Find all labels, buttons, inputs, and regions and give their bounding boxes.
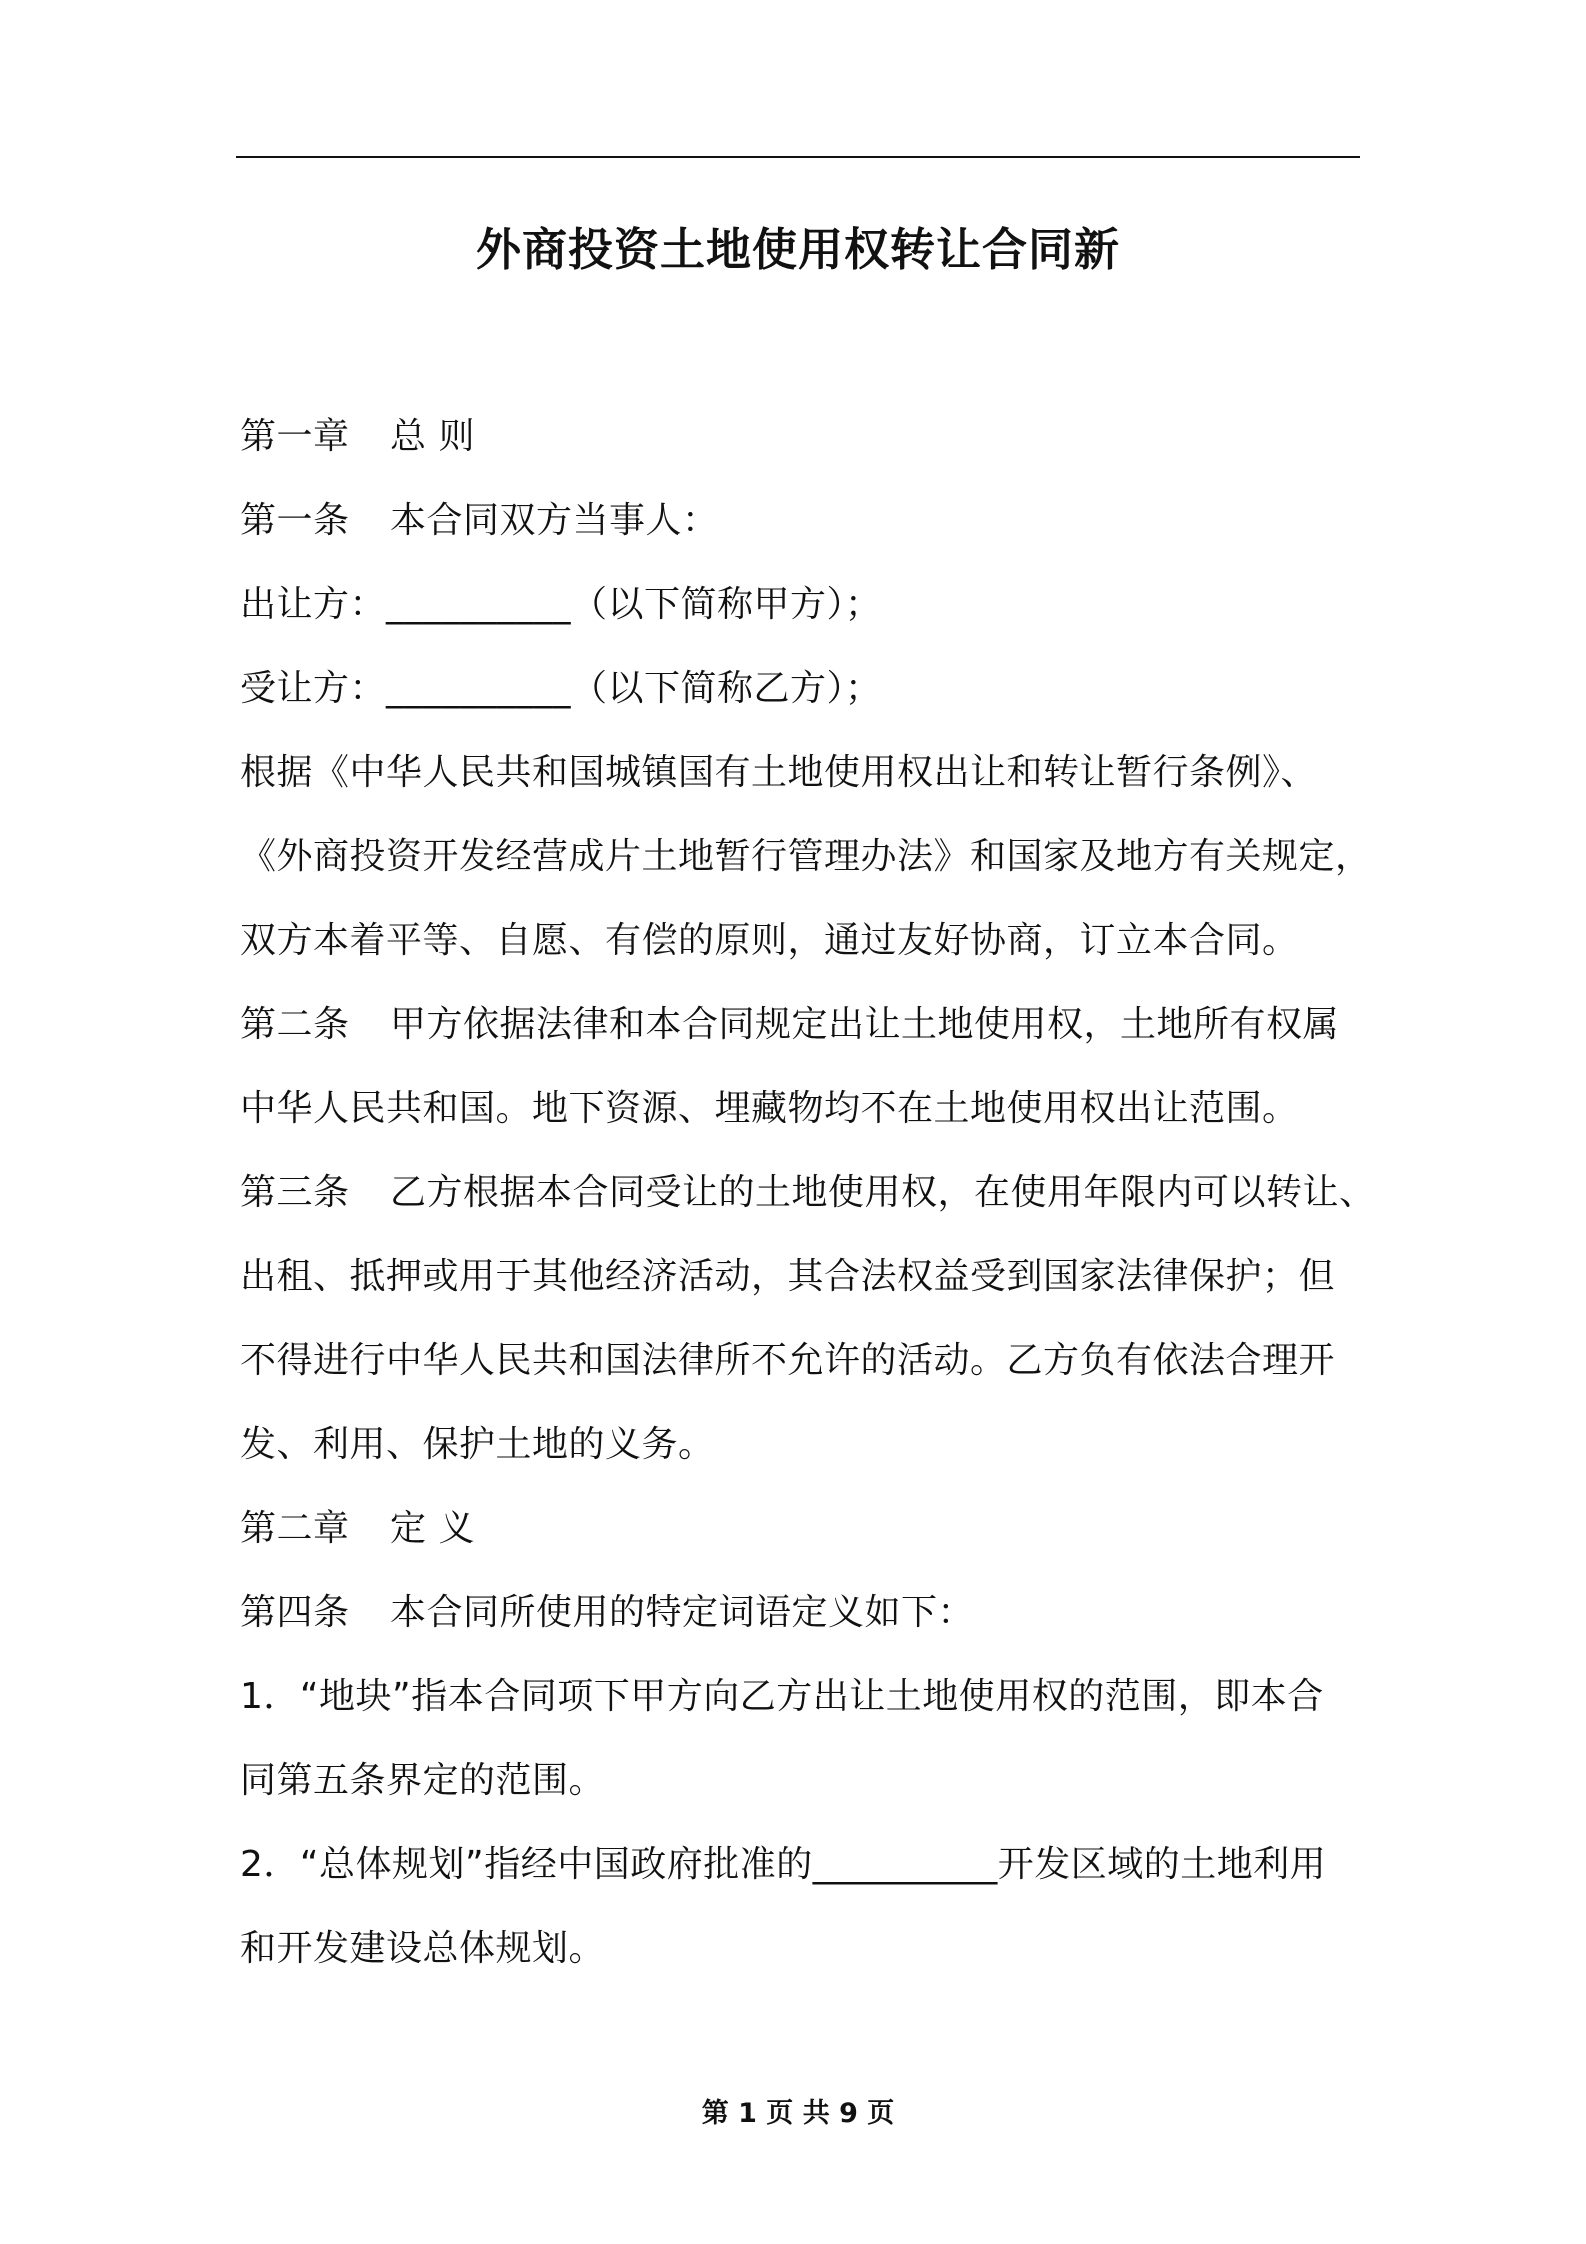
line-text: 出让方：__________（以下简称甲方）； (240, 584, 882, 625)
text-line (240, 1823, 1366, 1907)
line-text: 发、利用、保护土地的义务。 (240, 1424, 715, 1465)
text-line (240, 1067, 1366, 1151)
line-text: 总 则 (390, 416, 475, 457)
clause-heading: 第四条 (240, 1592, 350, 1633)
line-text: 不得进行中华人民共和国法律所不允许的活动。乙方负有依法合理开 (240, 1340, 1336, 1381)
clause-heading: 第一章 (240, 416, 350, 457)
line-text: 定 义 (390, 1508, 475, 1549)
line-text: 本合同所使用的特定词语定义如下： (390, 1592, 975, 1633)
line-text: 出租、抵押或用于其他经济活动，其合法权益受到国家法律保护；但 (240, 1256, 1336, 1297)
line-text: 和开发建设总体规划。 (240, 1928, 606, 1969)
line-text: 本合同双方当事人： (390, 500, 719, 541)
line-text: 《外商投资开发经营成片土地暂行管理办法》和国家及地方有关规定， (240, 836, 1372, 877)
text-line (240, 1655, 1366, 1739)
text-line (240, 1907, 1366, 1991)
text-line (240, 899, 1366, 983)
line-text: 2．“总体规划”指经中国政府批准的__________开发区域的土地利用 (240, 1844, 1327, 1885)
line-text: 双方本着平等、自愿、有偿的原则，通过友好协商，订立本合同。 (240, 920, 1299, 961)
line-text: 中华人民共和国。地下资源、埋藏物均不在土地使用权出让范围。 (240, 1088, 1299, 1129)
text-line (240, 479, 1366, 563)
text-line (240, 815, 1372, 899)
text-line (240, 647, 1366, 731)
clause-heading: 第二条 (240, 1004, 350, 1045)
text-line (240, 1403, 1366, 1487)
text-line (240, 731, 1366, 815)
text-line (240, 1739, 1366, 1823)
clause-heading: 第二章 (240, 1508, 350, 1549)
clause-heading: 第一条 (240, 500, 350, 541)
clause-heading: 第三条 (240, 1172, 350, 1213)
line-text: 1．“地块”指本合同项下甲方向乙方出让土地使用权的范围，即本合 (240, 1676, 1324, 1717)
text-line (240, 395, 1366, 479)
line-text: 同第五条界定的范围。 (240, 1760, 606, 1801)
document-title: 外商投资土地使用权转让合同新 (475, 223, 1120, 276)
line-text: 受让方：__________（以下简称乙方）； (240, 668, 882, 709)
text-line (240, 1151, 1376, 1235)
text-line (240, 1235, 1366, 1319)
header-rule (236, 156, 1360, 158)
text-line (240, 563, 1366, 647)
text-line (240, 1319, 1366, 1403)
line-text: 根据《中华人民共和国城镇国有土地使用权出让和转让暂行条例》、 (240, 752, 1318, 793)
document-body (240, 395, 1376, 1991)
page-footer: 第 1 页 共 9 页 (701, 2098, 895, 2129)
text-line (240, 1487, 1366, 1571)
line-text: 乙方根据本合同受让的土地使用权，在使用年限内可以转让、 (390, 1172, 1376, 1213)
line-text: 甲方依据法律和本合同规定出让土地使用权，土地所有权属 (390, 1004, 1340, 1045)
text-line (240, 983, 1366, 1067)
text-line (240, 1571, 1366, 1655)
